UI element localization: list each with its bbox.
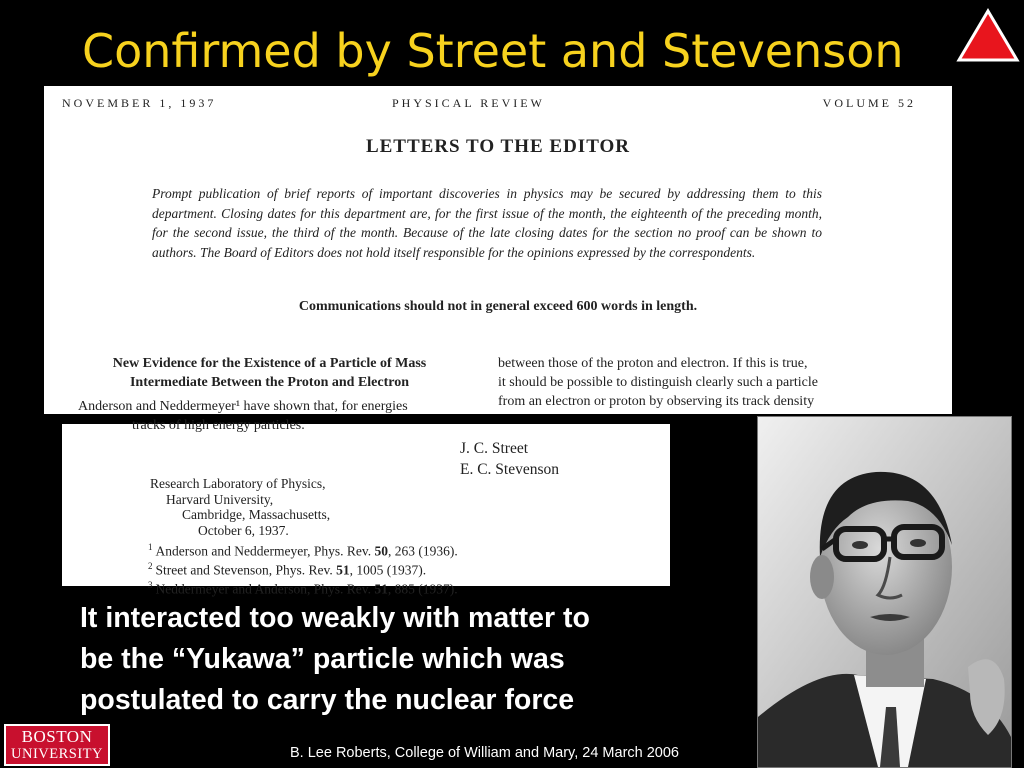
reference-1-pages: , 263 (1936). xyxy=(388,543,458,559)
reference-1-volume: 50 xyxy=(374,543,389,559)
address-line-3: Cambridge, Massachusetts, xyxy=(182,507,331,522)
reference-2-text: Street and Stevenson, Phys. Rev. xyxy=(155,562,337,578)
slide-caption xyxy=(80,598,720,721)
running-head-journal: PHYSICAL REVIEW xyxy=(392,96,545,110)
authors-block xyxy=(460,438,559,480)
right-column-line-2: it should be possible to distinguish clearly such a particle xyxy=(498,375,818,390)
reference-3-pages: , 885 (1937). xyxy=(387,581,458,597)
article-title-line-1: New Evidence for the Existence of a Particle of Mass xyxy=(112,356,427,371)
caption-line-1: It interacted too weakly with matter to xyxy=(80,602,590,634)
article-left-column xyxy=(62,354,477,416)
caption-line-2: be the “Yukawa” particle which was xyxy=(80,643,565,675)
reference-3-volume: 51 xyxy=(374,581,388,597)
references-list xyxy=(148,540,458,597)
logo-line-2: UNIVERSITY xyxy=(11,746,103,762)
author-street: J. C. Street xyxy=(460,440,529,457)
article-title-line-2: Intermediate Between the Proton and Electron xyxy=(129,375,410,390)
reference-1-number: 1 xyxy=(148,542,153,552)
reference-3-text: Neddermeyer and Anderson, Phys. Rev. xyxy=(155,581,375,597)
address-line-2: Harvard University, xyxy=(166,491,274,507)
article-first-line: Anderson and Neddermeyer¹ have shown that, for energies xyxy=(78,399,408,414)
right-column-line-3: from an electron or proton by observing its track density xyxy=(498,394,815,409)
author-stevenson: E. C. Stevenson xyxy=(460,461,560,478)
reference-2-volume: 51 xyxy=(336,562,350,578)
reference-1-text: Anderson and Neddermeyer, Phys. Rev. xyxy=(155,543,375,559)
reference-2-pages: , 1005 (1937). xyxy=(349,562,427,578)
address-line-1: Research Laboratory of Physics, xyxy=(150,476,326,491)
slide-title: Confirmed by Street and Stevenson xyxy=(82,24,904,78)
running-head-date: NOVEMBER 1, 1937 xyxy=(62,96,217,110)
reference-1 xyxy=(148,540,458,559)
clipped-text-line: tracks of high energy particles. xyxy=(132,418,305,433)
reference-2-number: 2 xyxy=(148,561,153,571)
address-block xyxy=(150,476,330,538)
right-column-line-1: between those of the proton and electron. If this is true, xyxy=(498,356,808,371)
communications-note: Communications should not in general exceed 600 words in length. xyxy=(298,299,698,314)
boston-university-logo xyxy=(4,724,110,766)
running-head-volume: VOLUME 52 xyxy=(822,96,916,110)
article-right-column xyxy=(498,354,918,411)
red-triangle-up-icon[interactable] xyxy=(956,8,1020,64)
section-heading: LETTERS TO THE EDITOR xyxy=(365,136,631,157)
logo-line-1: BOSTON xyxy=(21,727,93,746)
address-line-4: October 6, 1937. xyxy=(198,522,289,538)
editorial-notice: Prompt publication of brief reports of important discoveries in physics may be secured by addressing them to this department. Closing dates for this department are, for the first issue of the month, the eighteenth of the preceding month, for the second issue, the third of the month. Because of the late closing dates for the section no proof can be shown to authors. The Board of Editors does not hold itself responsible for the opinions expressed by the correspondents. xyxy=(152,186,822,260)
portrait-photo xyxy=(757,416,1012,768)
reference-3-number: 3 xyxy=(148,580,153,590)
caption-line-3: postulated to carry the nuclear force xyxy=(80,684,575,716)
reference-3 xyxy=(148,578,458,597)
signature-clipping xyxy=(62,418,670,597)
footer-credit: B. Lee Roberts, College of William and Mary, 24 March 2006 xyxy=(290,745,679,761)
journal-clipping xyxy=(44,86,952,414)
reference-2 xyxy=(148,559,458,578)
